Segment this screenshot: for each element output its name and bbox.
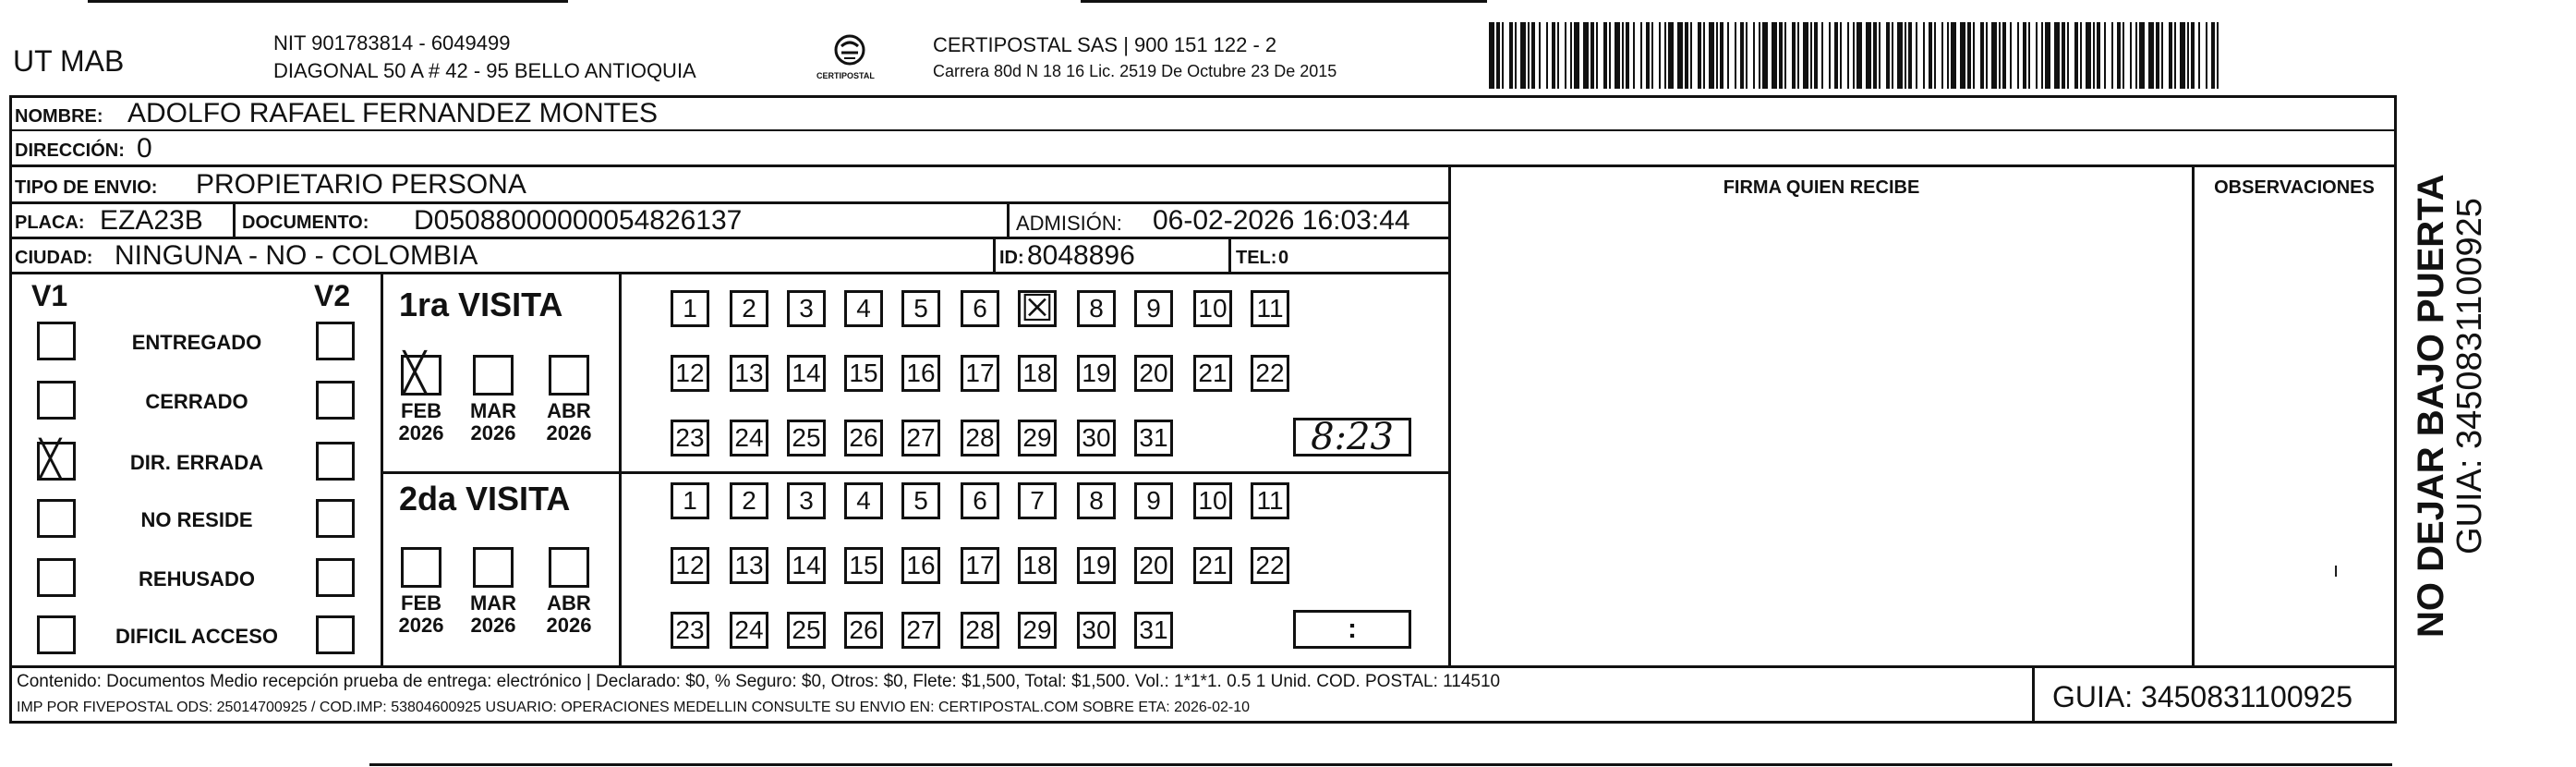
day-box[interactable] xyxy=(1134,612,1173,649)
day-box[interactable] xyxy=(844,482,883,519)
v2-checkbox[interactable] xyxy=(316,615,355,654)
v1-check-mark-icon: ╳ xyxy=(40,438,61,479)
day-number: 11 xyxy=(1256,486,1284,515)
day-box[interactable] xyxy=(671,482,709,519)
day-box[interactable] xyxy=(1077,612,1116,649)
month-checkbox[interactable] xyxy=(473,547,514,588)
day-box[interactable] xyxy=(671,290,709,327)
day-number: 19 xyxy=(1082,359,1111,387)
day-number: 13 xyxy=(734,359,764,387)
day-box[interactable] xyxy=(1018,547,1057,584)
day-number: 13 xyxy=(734,551,764,579)
certipostal-logo xyxy=(813,33,887,85)
admission-label: ADMISIÓN: xyxy=(1016,212,1122,235)
day-box[interactable] xyxy=(787,482,826,519)
month-checkbox[interactable] xyxy=(401,547,441,588)
day-number: 27 xyxy=(906,615,936,644)
month-checkbox[interactable] xyxy=(549,355,589,396)
recipient-name: ADOLFO RAFAEL FERNANDEZ MONTES xyxy=(127,98,658,128)
day-box[interactable] xyxy=(1134,290,1173,327)
day-number: 12 xyxy=(675,551,705,579)
day-box[interactable] xyxy=(901,482,940,519)
day-number: 6 xyxy=(973,486,987,515)
v2-checkbox[interactable] xyxy=(316,442,355,481)
day-number: 29 xyxy=(1022,615,1052,644)
day-box[interactable] xyxy=(901,420,940,457)
month-label: MAR xyxy=(469,591,517,615)
month-label: FEB xyxy=(401,591,441,615)
day-box[interactable] xyxy=(901,355,940,392)
day-number: 11 xyxy=(1256,294,1284,323)
v2-checkbox[interactable] xyxy=(316,499,355,538)
day-number: 14 xyxy=(792,359,821,387)
status-label: NO RESIDE xyxy=(140,508,253,531)
carrier-name: CERTIPOSTAL SAS | 900 151 122 - 2 xyxy=(933,33,1277,56)
day-check-mark-icon: ☒ xyxy=(1021,287,1054,330)
day-box[interactable] xyxy=(787,355,826,392)
day-box[interactable] xyxy=(730,355,768,392)
document-label: DOCUMENTO: xyxy=(242,213,369,233)
month-label: MAR xyxy=(469,399,517,422)
v1-label: V1 xyxy=(31,279,68,312)
day-box[interactable] xyxy=(1134,355,1173,392)
day-box[interactable] xyxy=(844,547,883,584)
city-value: NINGUNA - NO - COLOMBIA xyxy=(115,240,478,271)
day-number: 24 xyxy=(734,615,764,644)
year-label: 2026 xyxy=(398,614,444,637)
day-box[interactable] xyxy=(961,547,999,584)
day-number: 12 xyxy=(675,359,705,387)
day-box[interactable] xyxy=(844,612,883,649)
day-box[interactable] xyxy=(961,355,999,392)
plate-label: PLACA: xyxy=(15,213,85,233)
tel-value: 0 xyxy=(1278,248,1289,268)
day-box[interactable] xyxy=(671,355,709,392)
day-number: 8 xyxy=(1089,294,1104,323)
day-number: 3 xyxy=(799,486,814,515)
city-label: CIUDAD: xyxy=(15,248,93,268)
status-label: CERRADO xyxy=(145,390,248,413)
day-box[interactable] xyxy=(730,612,768,649)
day-number: 5 xyxy=(913,294,928,323)
id-label: ID: xyxy=(999,248,1024,268)
second-visit-title: 2da VISITA xyxy=(399,480,571,517)
day-box[interactable] xyxy=(901,290,940,327)
day-box[interactable] xyxy=(1193,482,1232,519)
year-label: 2026 xyxy=(470,421,516,444)
day-number: 16 xyxy=(906,551,936,579)
send-type-value: PROPIETARIO PERSONA xyxy=(196,169,526,200)
footer-imp: IMP POR FIVEPOSTAL ODS: 25014700925 / COD.IMP: 53804600925 USUARIO: OPERACIONES MEDELLIN CONSULTE SU ENVIO EN: CERTIPOSTAL.COM SOBRE ETA: 2026-02-10 xyxy=(17,700,1250,715)
day-number: 2 xyxy=(742,486,756,515)
signature-label: FIRMA QUIEN RECIBE xyxy=(1723,177,1920,198)
day-number: 19 xyxy=(1082,551,1111,579)
plate-value: EZA23B xyxy=(100,205,203,236)
month-label: FEB xyxy=(401,399,441,422)
day-box[interactable] xyxy=(787,547,826,584)
v2-checkbox[interactable] xyxy=(316,558,355,597)
month-label: ABR xyxy=(547,399,591,422)
day-number: 4 xyxy=(856,294,871,323)
day-number: 26 xyxy=(849,615,878,644)
side-warning: NO DEJAR BAJO PUERTA xyxy=(2411,174,2451,638)
day-box[interactable] xyxy=(1018,482,1057,519)
status-label: DIFICIL ACCESO xyxy=(115,625,278,648)
day-number: 2 xyxy=(742,294,756,323)
day-number: 14 xyxy=(792,551,821,579)
month-check-mark-icon: ╳ xyxy=(404,351,427,394)
day-box[interactable] xyxy=(1193,290,1232,327)
first-visit-time: 8:23 xyxy=(1311,416,1394,458)
month-checkbox[interactable] xyxy=(549,547,589,588)
certipostal-logo-icon xyxy=(813,33,887,70)
day-number: 26 xyxy=(849,423,878,452)
day-box[interactable] xyxy=(961,290,999,327)
footer-content: Contenido: Documentos Medio recepción prueba de entrega: electrónico | Declarado: $0, % Seguro: $0, Otros: $0, Flete: $1,500, Total: $1,500. Vol.: 1*1*1. 0.5 1 Unid. COD. POSTAL: 114510 xyxy=(17,672,1501,691)
tracking-barcode xyxy=(1489,22,2228,89)
v2-checkbox[interactable] xyxy=(316,381,355,420)
admission-value: 06-02-2026 16:03:44 xyxy=(1153,205,1410,236)
company-name: UT MAB xyxy=(13,44,125,78)
send-type-label: TIPO DE ENVIO: xyxy=(15,177,158,198)
day-number: 10 xyxy=(1198,294,1228,323)
day-number: 7 xyxy=(1030,486,1045,515)
day-box[interactable] xyxy=(787,420,826,457)
footer-guia: GUIA: 3450831100925 xyxy=(2052,680,2352,713)
day-number: 1 xyxy=(683,486,697,515)
day-box[interactable] xyxy=(1077,482,1116,519)
day-box[interactable] xyxy=(1018,420,1057,457)
day-number: 15 xyxy=(849,551,878,579)
day-box[interactable] xyxy=(671,612,709,649)
day-box[interactable] xyxy=(1251,482,1289,519)
second-visit-time-box[interactable] xyxy=(1293,610,1411,649)
day-box[interactable] xyxy=(1251,547,1289,584)
name-label: NOMBRE: xyxy=(15,106,103,127)
day-box[interactable] xyxy=(1018,355,1057,392)
day-box[interactable] xyxy=(844,355,883,392)
day-box[interactable] xyxy=(730,420,768,457)
status-label: REHUSADO xyxy=(139,567,255,590)
day-number: 9 xyxy=(1146,294,1161,323)
v1-checkbox[interactable] xyxy=(37,438,76,481)
day-box[interactable] xyxy=(1077,290,1116,327)
day-number: 27 xyxy=(906,423,936,452)
day-number: 9 xyxy=(1146,486,1161,515)
day-box[interactable] xyxy=(671,547,709,584)
day-number: 1 xyxy=(683,294,697,323)
first-visit-title: 1ra VISITA xyxy=(399,286,563,323)
day-box[interactable] xyxy=(961,420,999,457)
year-label: 2026 xyxy=(546,614,592,637)
day-number: 24 xyxy=(734,423,764,452)
day-number: 17 xyxy=(965,359,995,387)
v2-label: V2 xyxy=(314,279,351,312)
status-label: ENTREGADO xyxy=(131,331,262,354)
v1-checkbox[interactable] xyxy=(37,381,76,420)
v1-checkbox[interactable] xyxy=(37,499,76,538)
year-label: 2026 xyxy=(398,421,444,444)
day-box[interactable] xyxy=(844,290,883,327)
day-box[interactable] xyxy=(901,612,940,649)
day-number: 15 xyxy=(849,359,878,387)
month-checkbox[interactable] xyxy=(401,351,441,396)
tel-label: TEL: xyxy=(1236,248,1277,268)
company-nit: NIT 901783814 - 6049499 xyxy=(273,31,511,55)
day-number: 30 xyxy=(1082,615,1111,644)
day-number: 23 xyxy=(675,615,705,644)
observations-mark: ı xyxy=(2333,558,2340,581)
day-box[interactable] xyxy=(1018,287,1057,330)
month-label: ABR xyxy=(547,591,591,615)
year-label: 2026 xyxy=(470,614,516,637)
day-box[interactable] xyxy=(1077,355,1116,392)
day-box[interactable] xyxy=(1134,482,1173,519)
day-box[interactable] xyxy=(901,547,940,584)
carrier-license: Carrera 80d N 18 16 Lic. 2519 De Octubre 23 De 2015 xyxy=(933,62,1337,80)
day-box[interactable] xyxy=(787,290,826,327)
status-label: DIR. ERRADA xyxy=(129,451,264,474)
day-number: 21 xyxy=(1198,551,1228,579)
day-number: 31 xyxy=(1139,615,1168,644)
day-box[interactable] xyxy=(1134,420,1173,457)
address-label: DIRECCIÓN: xyxy=(15,140,125,161)
month-checkbox[interactable] xyxy=(473,355,514,396)
day-box[interactable] xyxy=(1018,612,1057,649)
day-number: 8 xyxy=(1089,486,1104,515)
day-box[interactable] xyxy=(1251,290,1289,327)
day-number: 23 xyxy=(675,423,705,452)
day-box[interactable] xyxy=(730,482,768,519)
recipient-address: 0 xyxy=(137,133,152,164)
day-number: 18 xyxy=(1022,551,1052,579)
day-number: 28 xyxy=(965,423,995,452)
day-number: 5 xyxy=(913,486,928,515)
day-box[interactable] xyxy=(730,547,768,584)
day-number: 25 xyxy=(792,615,821,644)
day-number: 22 xyxy=(1255,359,1285,387)
day-box[interactable] xyxy=(1077,547,1116,584)
day-number: 20 xyxy=(1139,551,1168,579)
first-visit-time-box[interactable] xyxy=(1293,418,1411,457)
logo-caption: CERTIPOSTAL xyxy=(816,71,875,80)
day-box[interactable] xyxy=(671,420,709,457)
day-box[interactable] xyxy=(1193,547,1232,584)
day-number: 21 xyxy=(1198,359,1228,387)
day-box[interactable] xyxy=(787,612,826,649)
day-number: 29 xyxy=(1022,423,1052,452)
v1-checkbox[interactable] xyxy=(37,322,76,360)
day-box[interactable] xyxy=(730,290,768,327)
v1-checkbox[interactable] xyxy=(37,558,76,597)
day-box[interactable] xyxy=(1134,547,1173,584)
day-number: 10 xyxy=(1198,486,1228,515)
v1-checkbox[interactable] xyxy=(37,615,76,654)
day-number: 28 xyxy=(965,615,995,644)
day-number: 20 xyxy=(1139,359,1168,387)
day-box[interactable] xyxy=(844,420,883,457)
day-number: 31 xyxy=(1139,423,1168,452)
day-box[interactable] xyxy=(1251,355,1289,392)
day-box[interactable] xyxy=(961,612,999,649)
id-value: 8048896 xyxy=(1027,240,1135,271)
day-number: 25 xyxy=(792,423,821,452)
v2-checkbox[interactable] xyxy=(316,322,355,360)
day-number: 30 xyxy=(1082,423,1111,452)
second-visit-time: : xyxy=(1348,614,1357,644)
side-guia: GUIA: 3450831100925 xyxy=(2450,198,2489,554)
document-value: D05088000000054826137 xyxy=(414,205,743,236)
day-number: 3 xyxy=(799,294,814,323)
day-number: 17 xyxy=(965,551,995,579)
year-label: 2026 xyxy=(546,421,592,444)
company-address: DIAGONAL 50 A # 42 - 95 BELLO ANTIOQUIA xyxy=(273,59,696,82)
day-number: 6 xyxy=(973,294,987,323)
day-number: 4 xyxy=(856,486,871,515)
day-box[interactable] xyxy=(1077,420,1116,457)
day-number: 16 xyxy=(906,359,936,387)
day-box[interactable] xyxy=(961,482,999,519)
day-number: 22 xyxy=(1255,551,1285,579)
observations-label: OBSERVACIONES xyxy=(2214,177,2375,198)
day-box[interactable] xyxy=(1193,355,1232,392)
day-number: 18 xyxy=(1022,359,1052,387)
